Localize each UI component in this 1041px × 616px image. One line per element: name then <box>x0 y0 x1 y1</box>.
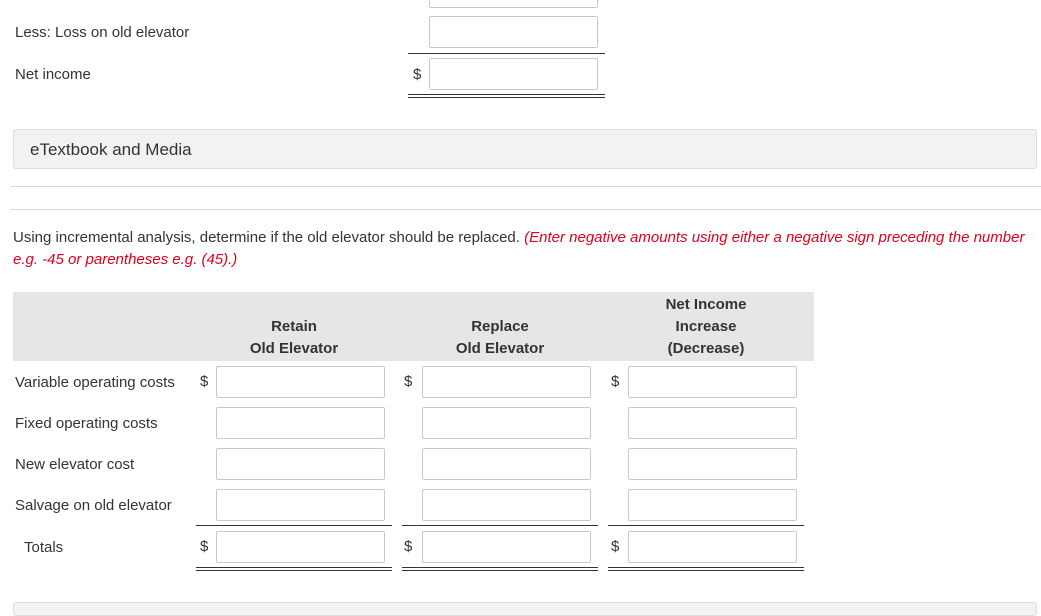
row-label-new-elevator-cost: New elevator cost <box>15 456 135 473</box>
row1-net-dollar: $ <box>611 373 620 390</box>
net-income-dollar-sign: $ <box>413 66 422 83</box>
etextbook-media-button[interactable] <box>13 129 1037 169</box>
net-income-double-rule-1 <box>408 94 605 95</box>
totals-rule-replace <box>402 525 598 526</box>
totals-retain-dollar: $ <box>200 538 209 555</box>
totals-retain-input[interactable] <box>216 531 385 563</box>
row1-retain-dollar: $ <box>200 373 209 390</box>
col-header-retain <box>214 316 374 360</box>
totals-replace-dollar: $ <box>404 538 413 555</box>
totals-net-dollar: $ <box>611 538 620 555</box>
col-header-net-line2: Increase <box>675 318 737 335</box>
next-section-box[interactable] <box>13 602 1037 616</box>
subtotal-rule <box>408 53 605 54</box>
section-divider-2 <box>10 209 1041 210</box>
totals-replace-input[interactable] <box>422 531 591 563</box>
prior-input-top[interactable] <box>429 0 598 8</box>
totals-double-rule-replace-2 <box>402 570 598 571</box>
col-header-replace-line2: Old Elevator <box>455 340 545 357</box>
col-header-retain-line1: Retain <box>271 318 317 335</box>
fixed-costs-replace-input[interactable] <box>422 407 591 439</box>
fixed-costs-net-input[interactable] <box>628 407 797 439</box>
variable-costs-retain-input[interactable] <box>216 366 385 398</box>
loss-on-old-elevator-label: Less: Loss on old elevator <box>15 24 190 41</box>
totals-double-rule-net-1 <box>608 567 804 568</box>
question-text <box>13 227 1033 271</box>
section-divider-1 <box>10 186 1041 187</box>
totals-net-input[interactable] <box>628 531 797 563</box>
totals-double-rule-net-2 <box>608 570 804 571</box>
col-header-replace <box>420 316 580 360</box>
question-note: (Enter negative amounts using either a negative sign preceding the number e.g. -45 or parentheses e.g. (45).) <box>13 229 1025 268</box>
row-label-variable-operating-costs: Variable operating costs <box>15 374 175 391</box>
col-header-retain-line2: Old Elevator <box>249 340 339 357</box>
salvage-retain-input[interactable] <box>216 489 385 521</box>
net-income-input[interactable] <box>429 58 598 90</box>
totals-double-rule-retain-1 <box>196 567 392 568</box>
col-header-net-line3: (Decrease) <box>667 340 745 357</box>
variable-costs-net-input[interactable] <box>628 366 797 398</box>
col-header-net-line1: Net Income <box>665 296 747 313</box>
new-elevator-retain-input[interactable] <box>216 448 385 480</box>
net-income-double-rule-2 <box>408 97 605 98</box>
loss-on-old-elevator-input[interactable] <box>429 16 598 48</box>
totals-double-rule-retain-2 <box>196 570 392 571</box>
col-header-replace-line1: Replace <box>471 318 529 335</box>
totals-double-rule-replace-1 <box>402 567 598 568</box>
salvage-net-input[interactable] <box>628 489 797 521</box>
net-income-label: Net income <box>15 66 91 83</box>
variable-costs-replace-input[interactable] <box>422 366 591 398</box>
row1-replace-dollar: $ <box>404 373 413 390</box>
fixed-costs-retain-input[interactable] <box>216 407 385 439</box>
row-label-salvage-on-old-elevator: Salvage on old elevator <box>15 497 172 514</box>
new-elevator-net-input[interactable] <box>628 448 797 480</box>
col-header-net-income <box>626 294 786 360</box>
totals-rule-net <box>608 525 804 526</box>
row-label-totals: Totals <box>24 539 64 556</box>
row-label-fixed-operating-costs: Fixed operating costs <box>15 415 158 432</box>
question-main: Using incremental analysis, determine if the old elevator should be replaced. <box>13 229 520 246</box>
salvage-replace-input[interactable] <box>422 489 591 521</box>
new-elevator-replace-input[interactable] <box>422 448 591 480</box>
etextbook-media-label: eTextbook and Media <box>30 140 192 159</box>
totals-rule-retain <box>196 525 392 526</box>
